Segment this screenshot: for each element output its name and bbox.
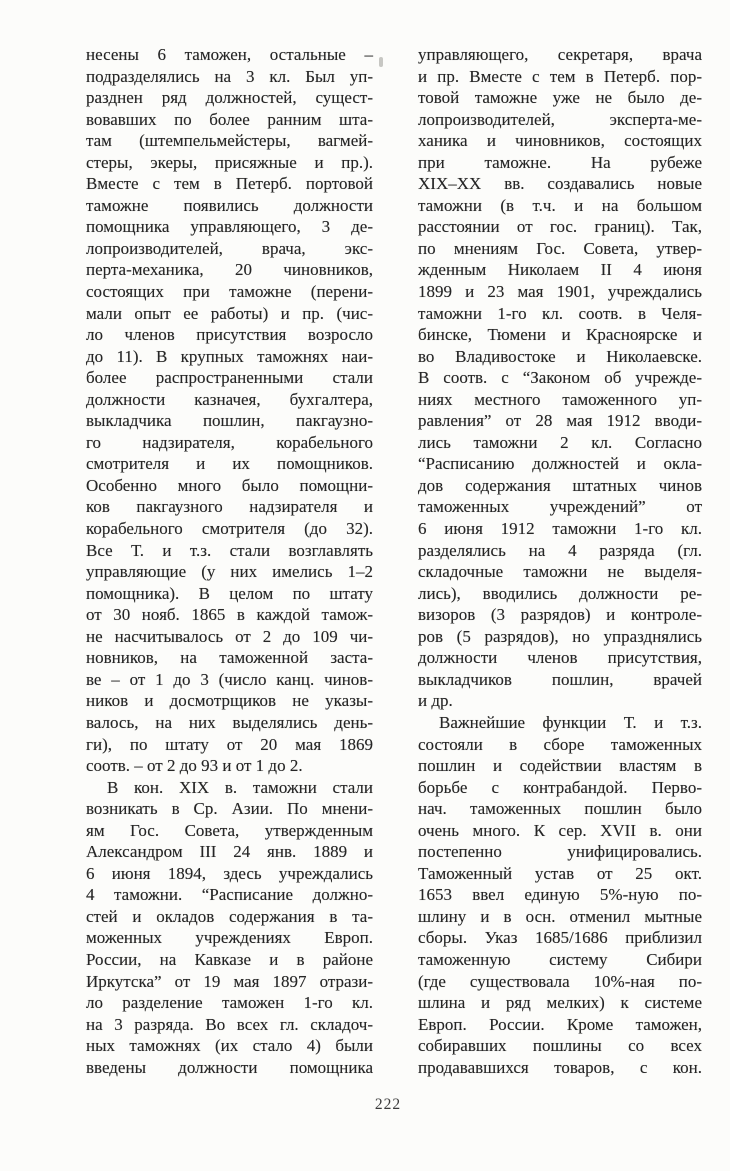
text-line: выкладчиков пошлин, врачей	[418, 669, 702, 689]
text-line: 4 таможни. “Расписание должно-	[86, 885, 373, 905]
text-line: выкладчика пошлин, пакгаузно-	[86, 411, 373, 431]
text-line: таможенную систему Сибири	[418, 949, 702, 969]
text-line: Вместе с тем в Петерб. портовой	[86, 174, 373, 194]
text-line: шлина и ряд мелких) к системе	[418, 993, 702, 1013]
text-line: 1899 и 23 мая 1901, учреждались	[418, 282, 702, 302]
text-line: таможни 1-го кл. соотв. в Челя-	[418, 303, 702, 323]
text-line: России, на Кавказе и в районе	[86, 949, 373, 969]
text-line: нач. таможенных пошлин было	[418, 799, 702, 819]
text-line: там (штемпельмейстеры, вагмей-	[86, 131, 373, 151]
text-line: более распространенными стали	[86, 368, 373, 388]
right-text-column	[418, 44, 702, 1078]
text-line: Таможенный устав от 25 окт.	[418, 863, 702, 883]
text-line: состоящих при таможне (перени-	[86, 282, 373, 302]
text-line: таможенных учреждений” от	[418, 497, 702, 517]
text-line: лись таможни 2 кл. Согласно	[418, 432, 702, 452]
text-line: ве – от 1 до 3 (число канц. чинов-	[86, 669, 373, 689]
text-line: Все Т. и т.з. стали возглавлять	[86, 540, 373, 560]
text-line: стеры, экеры, присяжные и пр.).	[86, 152, 373, 172]
text-line: до 11). В крупных таможнях наи-	[86, 346, 373, 366]
text-line: вовавших по более ранним шта-	[86, 109, 373, 129]
text-line: Иркутска” от 19 мая 1897 отрази-	[86, 971, 373, 991]
text-line: ги), по штату от 20 мая 1869	[86, 734, 373, 754]
text-line: Европ. России. Кроме таможен,	[418, 1014, 702, 1034]
text-line: 6 июня 1912 таможни 1-го кл.	[418, 519, 702, 539]
text-line: В кон. XIX в. таможни стали	[107, 777, 373, 797]
text-line: равления” от 28 мая 1912 вводи-	[418, 411, 702, 431]
text-line: XIX–XX вв. создавались новые	[418, 174, 702, 194]
text-line: шлину и в осн. отменил мытные	[418, 906, 702, 926]
text-line: валось, на них выделялись день-	[86, 712, 373, 732]
paragraph	[418, 44, 702, 712]
text-line: пошлин и содействии властям в	[418, 756, 702, 776]
text-line: лопроизводителей, врача, экс-	[86, 238, 373, 258]
text-line: ков пакгаузного надзирателя и	[86, 497, 373, 517]
text-line: на 3 разряда. Во всех гл. складоч-	[86, 1014, 373, 1034]
text-line: постепенно унифицировались.	[418, 842, 702, 862]
text-line: складочные таможни не выделя-	[418, 562, 702, 582]
text-line: товой таможне уже не было де-	[418, 88, 702, 108]
text-line: помощника управляющего, 3 де-	[86, 217, 373, 237]
text-line: визоров (3 разрядов) и контроле-	[418, 605, 702, 625]
text-line: корабельного смотрителя (до 32).	[86, 519, 373, 539]
text-line: ям Гос. Совета, утвержденным	[86, 820, 373, 840]
text-line: расстоянии от гос. границ). Так,	[418, 217, 702, 237]
text-line: ло разделение таможен 1-го кл.	[86, 993, 373, 1013]
text-line: разделялись на 4 разряда (гл.	[418, 540, 702, 560]
text-line: лись), вводились должности ре-	[418, 583, 702, 603]
text-line: борьбе с контрабандой. Перво-	[418, 777, 702, 797]
text-line: управляющие (у них имелись 1–2	[86, 562, 373, 582]
text-line: бинске, Тюмени и Красноярске и	[418, 325, 702, 345]
text-line: и др.	[418, 691, 453, 711]
text-line: 1653 ввел единую 5%-ную по-	[418, 885, 702, 905]
text-line: помощника). В целом по штату	[86, 583, 373, 603]
text-line: сборы. Указ 1685/1686 приблизил	[418, 928, 702, 948]
paragraph	[418, 712, 702, 1078]
scan-artifact	[379, 57, 383, 67]
text-line: (где существовала 10%-ная по-	[418, 971, 702, 991]
text-line: ло членов присутствия возросло	[86, 325, 373, 345]
text-line: лопроизводителей, эксперта-ме-	[418, 109, 702, 129]
text-line: соотв. – от 2 до 93 и от 1 до 2.	[86, 756, 303, 776]
text-line: собиравших пошлины со всех	[418, 1036, 702, 1056]
text-line: несены 6 таможен, остальные –	[86, 45, 373, 64]
text-line: должности членов присутствия,	[418, 648, 702, 668]
text-line: состояли в сборе таможенных	[418, 734, 702, 754]
text-line: Особенно много было помощни-	[86, 475, 373, 495]
text-line: и пр. Вместе с тем в Петерб. пор-	[418, 66, 702, 86]
text-line: го надзирателя, корабельного	[86, 432, 373, 452]
text-line: 6 июня 1894, здесь учреждались	[86, 863, 373, 883]
text-line: стей и окладов содержания в та-	[86, 906, 373, 926]
text-line: жденным Николаем II 4 июня	[418, 260, 702, 280]
text-line: таможне появились должности	[86, 195, 373, 215]
text-line: продававшихся товаров, с кон.	[418, 1057, 702, 1077]
paragraph	[86, 44, 373, 777]
text-line: управляющего, секретаря, врача	[418, 45, 702, 64]
text-line: моженных учреждениях Европ.	[86, 928, 373, 948]
text-line: при таможне. На рубеже	[418, 152, 702, 172]
text-line: разднен ряд должностей, сущест-	[86, 88, 373, 108]
text-line: перта-механика, 20 чиновников,	[86, 260, 373, 280]
text-line: ников и досмотрщиков не указы-	[86, 691, 373, 711]
text-line: новников, на таможенной заста-	[86, 648, 373, 668]
page-number: 222	[374, 1096, 402, 1113]
text-line: очень много. К сер. XVII в. они	[418, 820, 702, 840]
text-line: Александром III 24 янв. 1889 и	[86, 842, 373, 862]
text-line: дов содержания штатных чинов	[418, 475, 702, 495]
text-line: Важнейшие функции Т. и т.з.	[439, 712, 702, 732]
text-line: смотрителя и их помощников.	[86, 454, 373, 474]
text-line: В соотв. с “Законом об учрежде-	[418, 368, 702, 388]
text-line: от 30 нояб. 1865 в каждой тамож-	[86, 605, 373, 625]
text-line: таможни (в т.ч. и на большом	[418, 195, 702, 215]
text-line: ханика и чиновников, состоящих	[418, 131, 702, 151]
text-line: по мнениям Гос. Совета, утвер-	[418, 238, 702, 258]
text-line: подразделялись на 3 кл. Был уп-	[86, 66, 373, 86]
text-line: ров (5 разрядов), но упразднялись	[418, 626, 702, 646]
text-line: ных таможнях (их стало 4) были	[86, 1036, 373, 1056]
left-text-column	[86, 44, 373, 1078]
paragraph	[86, 777, 373, 1079]
text-line: введены должности помощника	[86, 1057, 373, 1077]
text-line: возникать в Ср. Азии. По мнени-	[86, 799, 373, 819]
text-line: не насчитывалось от 2 до 109 чи-	[86, 626, 373, 646]
text-line: ниях местного таможенного уп-	[418, 389, 702, 409]
text-line: должности казначея, бухгалтера,	[86, 389, 373, 409]
text-line: во Владивостоке и Николаевске.	[418, 346, 702, 366]
text-line: “Расписанию должностей и окла-	[418, 454, 702, 474]
text-line: мали опыт ее работы) и пр. (чис-	[86, 303, 373, 323]
